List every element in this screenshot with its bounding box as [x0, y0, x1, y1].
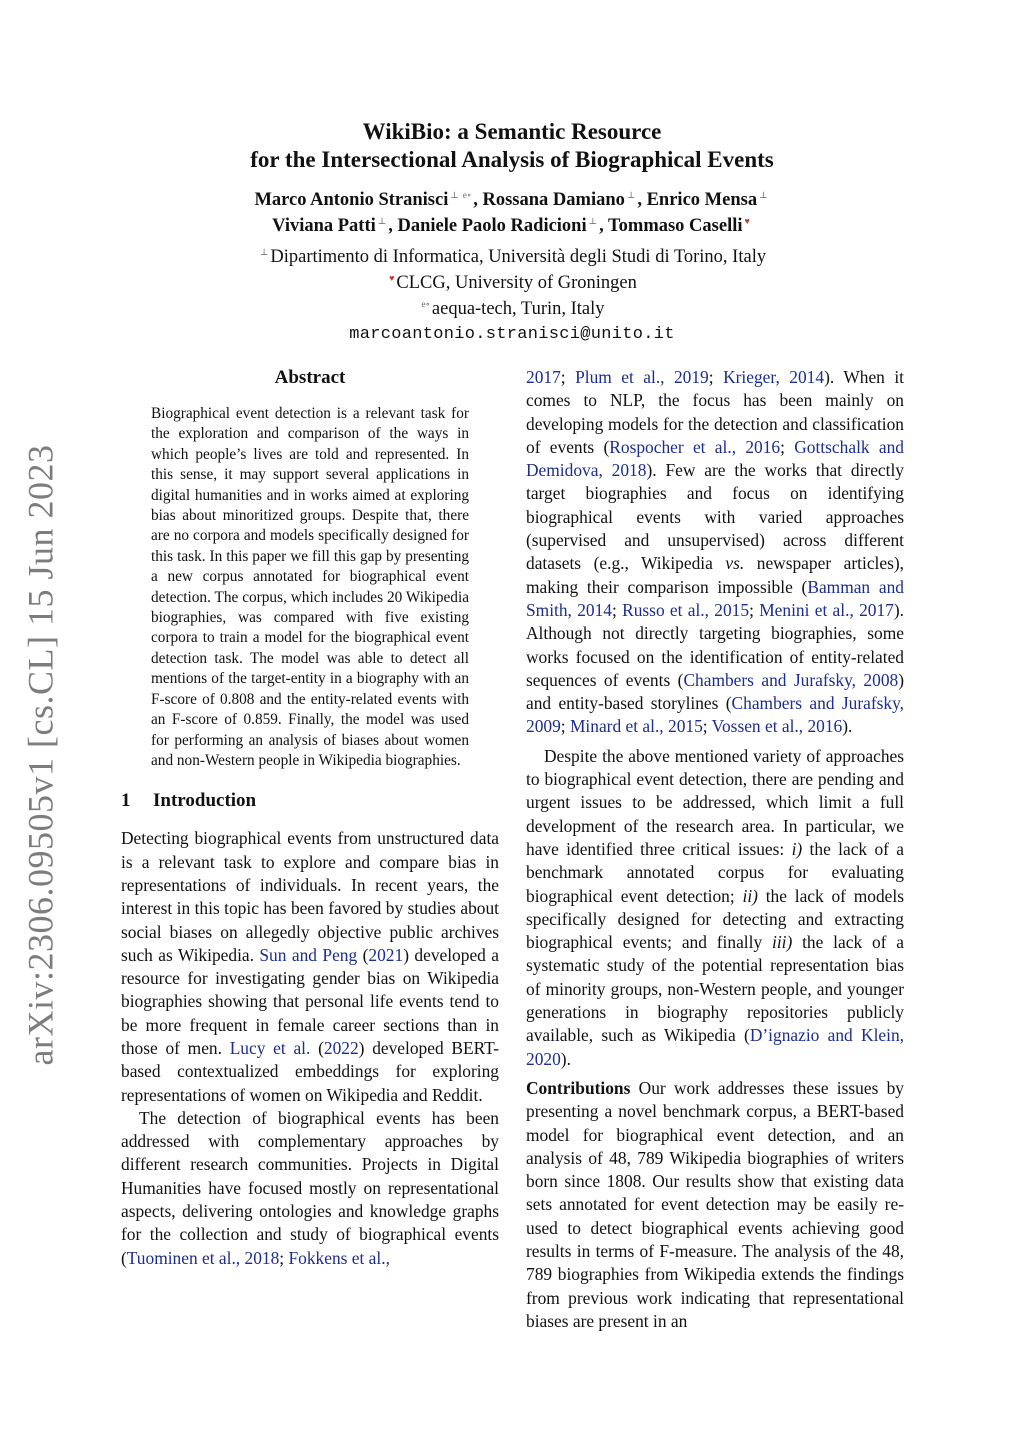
contact-email[interactable]: marcoantonio.stranisci@unito.it — [349, 325, 675, 344]
author-line-2: Viviana Patti ⊥ , Daniele Paolo Radicioni ⊥ , Tommaso Caselli ♥ — [272, 215, 750, 236]
section-number: 1 — [121, 790, 131, 812]
citation-link[interactable]: Gottschalk and Demidova, 2018 — [526, 436, 904, 481]
intro-paragraph-2: The detection of biographical events has been addressed with complementary approaches by different research communities. Projects in Digital Humanities have focused mostly on representational aspects, delivering ontologies and knowledge graphs for the collection and study of biographical events (Tuominen et al., 2018; Fokkens et al., — [121, 1107, 499, 1268]
intro-paragraph-2-cont: 2017; Plum et al., 2019; Krieger, 2014). When it comes to NLP, the focus has been mainly on developing models for the detection and classification of events (Rospocher et al., 2016; Gottschalk and Demidova, 2018). Few are the works that directly target biographies and focus on identifying biographical events with varied approaches (supervised and unsupervised) across different datasets (e.g., Wikipedia vs. newspaper articles), making their comparison impossible (Bamman and Smith, 2014; Russo et al., 2015; Menini et al., 2017). Although not directly targeting biographies, some works focused on the identification of entity-related sequences of events (Chambers and Jurafsky, 2008) and entity-based storylines (Chambers and Jurafsky, 2009; Minard et al., 2015; Vossen et al., 2016). — [526, 367, 905, 737]
contributions-heading: Contributions — [526, 1077, 631, 1098]
affiliation-unito: ⊥ Dipartimento di Informatica, Università degli Studi di Torino, Italy — [259, 246, 767, 267]
author-name: Viviana Patti — [272, 216, 376, 236]
unito-marker-icon: ⊥ — [588, 215, 598, 226]
author-name: Enrico Mensa — [646, 190, 758, 210]
citation-link[interactable]: Sun and Peng — [259, 944, 358, 965]
citation-link[interactable]: Chambers and Jurafsky, 2008 — [683, 669, 899, 690]
unito-marker-icon: ⊥ — [377, 215, 387, 226]
intro-paragraph-1: Detecting biographical events from unstructured data is a relevant task to explore and compare bias in representations of individuals. In recent years, the interest in this topic has been favored by studies about social biases on allegedly objective public archives such as Wikipedia. Sun and Peng (2021) developed a resource for investigating gender bias on Wikipedia biographies showing that personal life events tend to be more frequent in female career sections than in those of men. Lucy et al. (2022) developed BERT-based contextualized embeddings for exploring representations of women on Wikipedia and Reddit. — [121, 828, 499, 1105]
abstract-heading: Abstract — [274, 367, 346, 388]
contributions-paragraph: Contributions Our work addresses these issues by presenting a novel benchmark corpus, a BERT-based model for biographical event detection, and an analysis of 48, 789 Wikipedia biographies of writers born since 1808. Our results show that existing data sets annotated for event detection may be easily re-used to detect biographical events achieving good results in terms of F-measure. The analysis of the 48, 789 biographies from Wikipedia extends the findings from previous work indicating that representational biases are present in an — [526, 1077, 904, 1331]
citation-link[interactable]: Vossen et al., 2016 — [711, 716, 843, 737]
citation-link[interactable]: Russo et al., 2015 — [622, 599, 750, 620]
left-column — [121, 366, 499, 1270]
citation-link[interactable]: 2022 — [323, 1037, 359, 1058]
unito-marker-icon: ⊥ — [259, 246, 269, 257]
paper-title — [120, 118, 904, 174]
section-heading — [121, 789, 499, 813]
abstract-text: Biographical event detection is a relevant task for the exploration and comparison of the ways in which people’s lives are told and represented. In this sense, it may support several applications in digital humanities and in works aimed at exploring bias about minoritized groups. Despite that, there are no corpora and models specifically designed for this task. In this paper we fill this gap by presenting a new corpus annotated for biographical event detection. The corpus, which includes 20 Wikipedia biographies, was compared with five existing corpora to train a model for the biographical event detection task. The model was able to detect all mentions of the target-entity in a biography with an F-score of 0.808 and the entity-related events with an F-score of 0.859. Finally, the model was used for performing an analysis of biases about women and non-Western people in Wikipedia biographies. — [151, 405, 469, 769]
arxiv-watermark: arXiv:2306.09505v1 [cs.CL] 15 Jun 2023 — [20, 444, 61, 1066]
citation-link[interactable]: Tuominen et al., 2018 — [126, 1247, 280, 1268]
affiliation-aequa: $^{e\circ}$ aequa-tech, Turin, Italy — [421, 298, 605, 319]
citation-link[interactable]: Bamman and Smith, 2014 — [526, 576, 904, 620]
unito-marker-icon: ⊥ — [626, 189, 636, 200]
groningen-marker-icon: ♥ — [744, 215, 750, 226]
author-name: Rossana Damiano — [482, 190, 625, 210]
groningen-marker-icon: ♥ — [389, 272, 395, 283]
aequa-marker-icon: e∘ — [462, 189, 472, 200]
citation-link[interactable]: D’ignazio and Klein, 2020 — [526, 1025, 905, 1069]
aequa-marker-icon: e∘ — [421, 298, 430, 309]
unito-marker-icon: ⊥ — [759, 189, 768, 200]
citation-link[interactable]: Lucy et al. — [229, 1037, 311, 1058]
citation-link[interactable]: Fokkens et al., — [288, 1247, 390, 1268]
section-title: Introduction — [153, 790, 257, 812]
intro-paragraph-3: Despite the above mentioned variety of approaches to biographical event detection, there are pending and urgent issues to be addressed, which limit a full development of the research area. In particular, we have identified three critical issues: i) the lack of a benchmark annotated corpus for evaluating biographical event detection; ii) the lack of models specifically designed for detecting and extracting biographical events; and finally iii) the lack of a systematic study of the potential representation bias of minority groups, non-Western people, and younger generations in biography repositories publicly available, such as Wikipedia (D’ignazio and Klein, 2020). — [526, 745, 905, 1069]
author-name: Marco Antonio Stranisci — [254, 190, 449, 210]
citation-link[interactable]: Rospocher et al., 2016 — [609, 436, 781, 457]
author-line-1: Marco Antonio Stranisci ⊥ $^{e\circ}$ , Rossana Damiano ⊥ , Enrico Mensa ⊥ — [254, 189, 768, 210]
author-name: Daniele Paolo Radicioni — [397, 216, 587, 236]
citation-link[interactable]: Krieger, 2014 — [723, 367, 825, 387]
unito-marker-icon: ⊥ — [450, 189, 459, 200]
citation-link[interactable]: Minard et al., 2015 — [569, 716, 703, 737]
citation-link[interactable]: 2017 — [526, 367, 561, 387]
author-name: Tommaso Caselli — [608, 216, 743, 236]
citation-link[interactable]: Menini et al., 2017 — [759, 599, 894, 620]
citation-link[interactable]: 2021 — [368, 944, 404, 965]
author-list — [120, 187, 904, 239]
affiliation-groningen: ♥ CLCG, University of Groningen — [389, 272, 637, 293]
right-column — [526, 366, 904, 1333]
title-line-2: for the Intersectional Analysis of Biographical Events — [250, 147, 774, 172]
citation-link[interactable]: Plum et al., 2019 — [575, 367, 709, 387]
affiliations — [120, 244, 904, 348]
citation-link[interactable]: Chambers and Jurafsky, 2009 — [526, 693, 904, 737]
title-line-1: WikiBio: a Semantic Resource — [362, 119, 662, 144]
